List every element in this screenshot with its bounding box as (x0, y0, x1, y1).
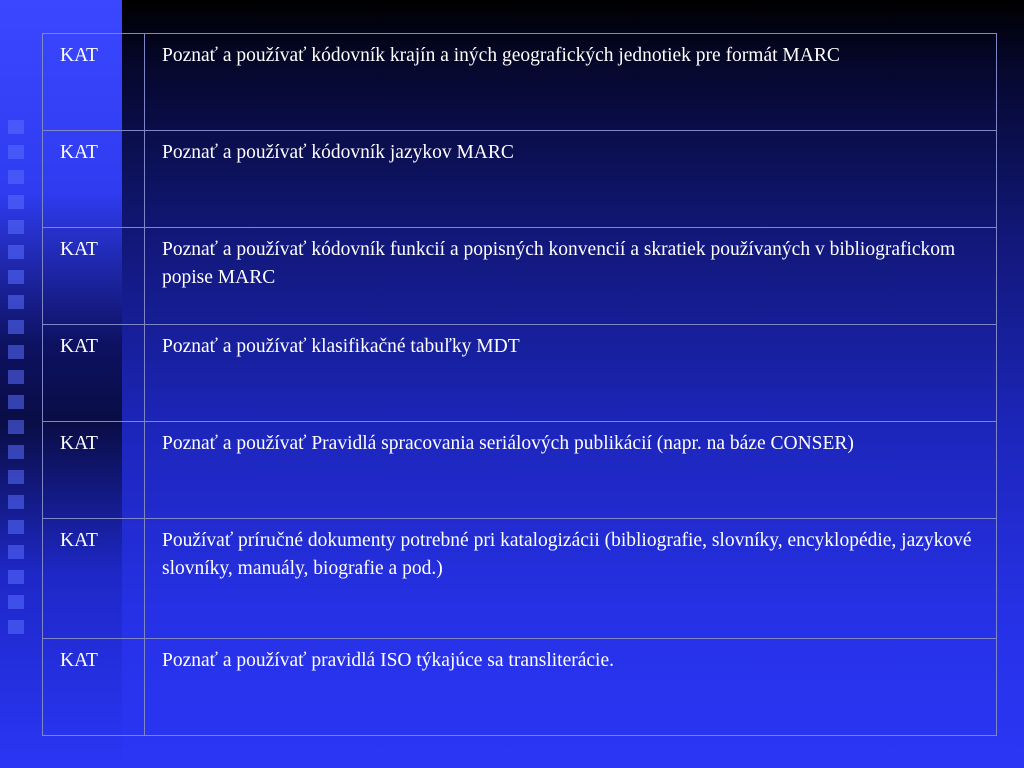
description-cell: Poznať a používať Pravidlá spracovania seriálových publikácií (napr. na báze CONSER) (145, 422, 997, 519)
decorative-square (8, 145, 24, 159)
table-row (43, 228, 997, 325)
table-row (43, 519, 997, 639)
category-code-cell: KAT (43, 131, 145, 228)
description-cell: Poznať a používať klasifikačné tabuľky MDT (145, 325, 997, 422)
category-code-cell: KAT (43, 422, 145, 519)
decorative-square (8, 520, 24, 534)
decorative-squares (8, 120, 28, 645)
table-row (43, 639, 997, 736)
decorative-square (8, 345, 24, 359)
category-code-cell: KAT (43, 639, 145, 736)
decorative-square (8, 170, 24, 184)
description-cell: Poznať a používať kódovník funkcií a popisných konvencií a skratiek používaných v bibliografickom popise MARC (145, 228, 997, 325)
decorative-square (8, 120, 24, 134)
table-row (43, 422, 997, 519)
category-code-cell: KAT (43, 228, 145, 325)
decorative-square (8, 370, 24, 384)
decorative-square (8, 195, 24, 209)
decorative-square (8, 270, 24, 284)
decorative-square (8, 570, 24, 584)
decorative-square (8, 620, 24, 634)
decorative-square (8, 395, 24, 409)
description-cell: Používať príručné dokumenty potrebné pri katalogizácii (bibliografie, slovníky, encyklopédie, jazykové slovníky, manuály, biografie a pod.) (145, 519, 997, 639)
decorative-square (8, 495, 24, 509)
competency-table (42, 33, 997, 736)
table-row (43, 131, 997, 228)
decorative-square (8, 470, 24, 484)
category-code-cell: KAT (43, 325, 145, 422)
decorative-square (8, 320, 24, 334)
decorative-square (8, 420, 24, 434)
category-code-cell: KAT (43, 34, 145, 131)
decorative-square (8, 545, 24, 559)
description-cell: Poznať a používať pravidlá ISO týkajúce sa transliterácie. (145, 639, 997, 736)
decorative-square (8, 245, 24, 259)
description-cell: Poznať a používať kódovník jazykov MARC (145, 131, 997, 228)
description-cell: Poznať a používať kódovník krajín a iných geografických jednotiek pre formát MARC (145, 34, 997, 131)
decorative-square (8, 295, 24, 309)
category-code-cell: KAT (43, 519, 145, 639)
decorative-square (8, 220, 24, 234)
decorative-square (8, 445, 24, 459)
table-row (43, 325, 997, 422)
decorative-square (8, 595, 24, 609)
table-row (43, 34, 997, 131)
